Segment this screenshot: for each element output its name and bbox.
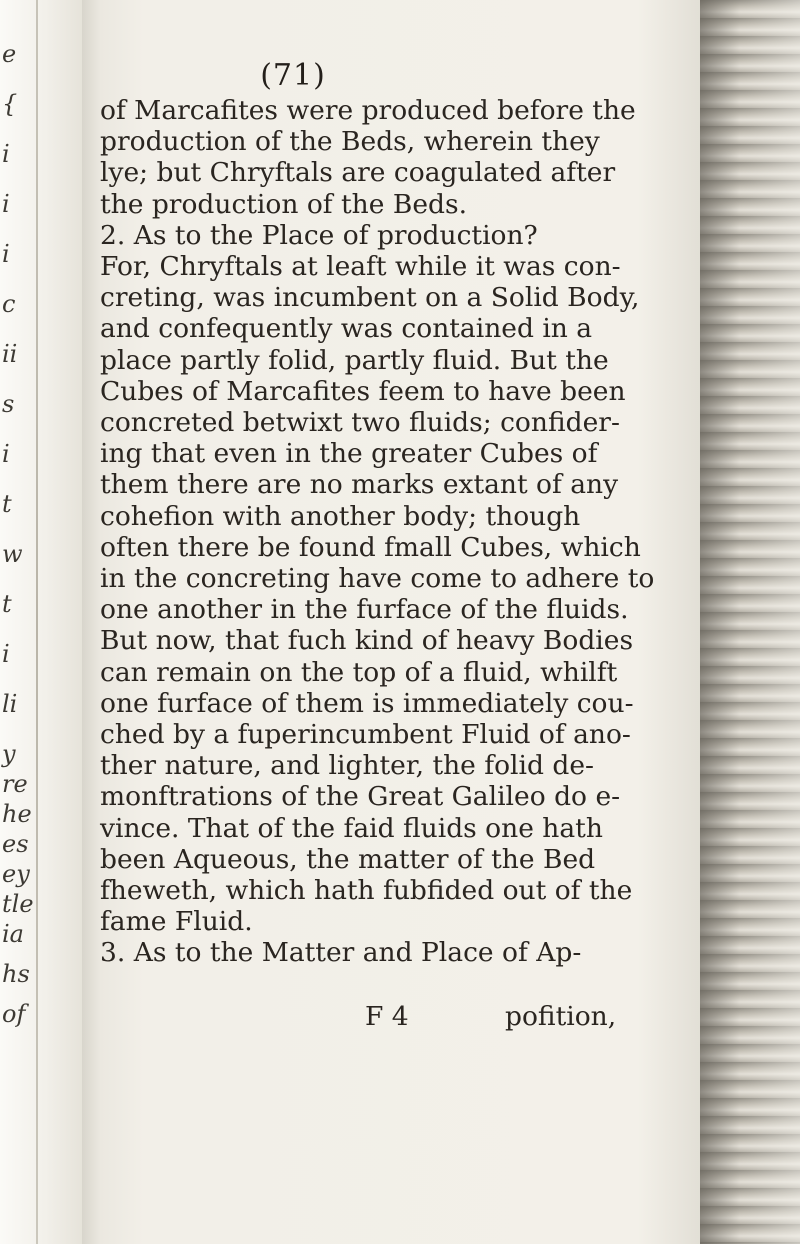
body-text: [100, 95, 690, 969]
text-line: the production of the Beds.: [100, 188, 468, 220]
margin-fragment: i: [2, 190, 10, 218]
text-line: cohefion with another body; though: [100, 500, 581, 532]
margin-fragment: he: [2, 800, 32, 828]
margin-fragment: of: [2, 1000, 26, 1028]
text-line: one furface of them is immediately cou-: [100, 687, 634, 719]
facing-page-edge: [0, 0, 82, 1244]
text-line: vince. That of the faid fluids one hath: [100, 812, 603, 844]
text-line: concreted betwixt two fluids; confider-: [100, 407, 620, 439]
text-line: But now, that fuch kind of heavy Bodies: [100, 625, 634, 657]
text-line: and confequently was contained in a: [100, 313, 593, 345]
text-line: ther nature, and lighter, the folid de-: [100, 750, 594, 782]
margin-fragment: i: [2, 240, 10, 268]
text-line: monftrations of the Great Galileo do e-: [100, 781, 621, 813]
signature-mark: F 4: [365, 1001, 409, 1032]
text-line: fame Fluid.: [100, 906, 253, 938]
text-line: in the concreting have come to adhere to: [100, 563, 655, 595]
margin-fragment: c: [2, 290, 16, 318]
text-line: Cubes of Marcafites feem to have been: [100, 375, 626, 407]
text-line: 3. As to the Matter and Place of Ap-: [100, 937, 582, 969]
text-line: lye; but Chryftals are coagulated after: [100, 157, 616, 189]
margin-fragment: e: [2, 40, 17, 68]
margin-fragment: t: [2, 590, 12, 618]
text-line: ched by a fuperincumbent Fluid of ano-: [100, 719, 631, 751]
text-line: one another in the furface of the fluids.: [100, 594, 629, 626]
gutter-line: [36, 0, 38, 1244]
margin-fragment: i: [2, 640, 10, 668]
text-line: ing that even in the greater Cubes of: [100, 438, 598, 470]
margin-fragment: s: [2, 390, 15, 418]
margin-fragment: re: [2, 770, 28, 798]
text-line: place partly folid, partly fluid. But the: [100, 344, 609, 376]
margin-fragment: ii: [2, 340, 18, 368]
page-stack-edge: [700, 0, 800, 1244]
margin-fragment: hs: [2, 960, 30, 988]
margin-fragment: i: [2, 440, 10, 468]
text-line: For, Chryftals at leaft while it was con-: [100, 251, 621, 283]
text-line: often there be found fmall Cubes, which: [100, 531, 641, 563]
text-line: been Aqueous, the matter of the Bed: [100, 843, 596, 875]
margin-fragment: tle: [2, 890, 34, 918]
text-line: can remain on the top of a fluid, whilft: [100, 656, 618, 688]
text-line: 2. As to the Place of production?: [100, 219, 538, 251]
margin-fragment: li: [2, 690, 18, 718]
margin-fragment: es: [2, 830, 29, 858]
margin-fragment: w: [2, 540, 23, 568]
catchword: pofition,: [505, 1001, 617, 1032]
margin-fragment: i: [2, 140, 10, 168]
margin-fragment: t: [2, 490, 12, 518]
page-number: (71): [260, 58, 326, 93]
margin-fragment: ia: [2, 920, 24, 948]
margin-fragment: ey: [2, 860, 30, 888]
text-line: creting, was incumbent on a Solid Body,: [100, 282, 640, 314]
text-line: them there are no marks extant of any: [100, 469, 619, 501]
text-line: production of the Beds, wherein they: [100, 126, 600, 158]
text-line: fheweth, which hath fubfided out of the: [100, 875, 633, 907]
margin-fragment: {: [2, 90, 18, 118]
margin-fragment: y: [2, 740, 16, 768]
text-line: of Marcafites were produced before the: [100, 95, 636, 126]
